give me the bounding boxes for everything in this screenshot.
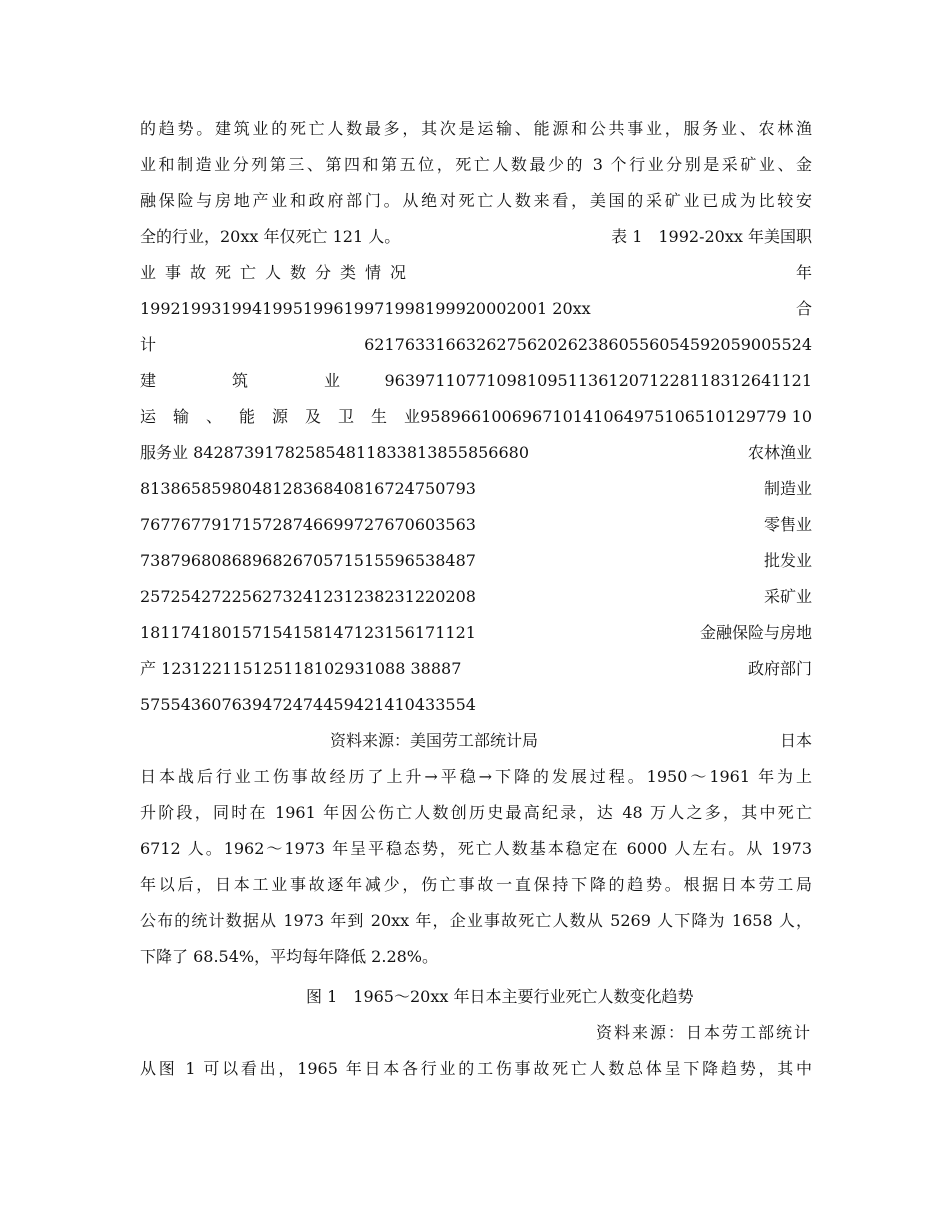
table-row: [140, 619, 812, 647]
table-cell: 筑: [231, 371, 248, 390]
table-cell: 958966100696710141064975106510129779 10: [420, 407, 812, 426]
table-row: [140, 403, 812, 431]
paragraph-line: 从图 1 可以看出，1965 年日本各行业的工伤事故死亡人数总体呈下降趋势，其中: [140, 1059, 812, 1078]
table-cell: 738796808689682670571515596538487: [140, 551, 476, 570]
table-cell: 卫: [338, 407, 355, 426]
table-header-cell: 合: [795, 299, 812, 318]
table-header-cell: 年: [795, 263, 812, 282]
table-row: [140, 475, 812, 503]
table-row-label: 批发业: [763, 551, 812, 570]
table-caption-line: [140, 259, 812, 287]
table-row-label: 采矿业: [763, 587, 812, 606]
table-row: [140, 547, 812, 575]
table-cell: 963971107710981095113612071228118312641121: [384, 371, 812, 390]
paragraph-line: 业和制造业分列第三、第四和第五位，死亡人数最少的 3 个行业分别是采矿业、金: [140, 155, 812, 174]
table-cell: 输: [173, 407, 190, 426]
table-cell: 服务业 842873917825854811833813855856680: [140, 443, 530, 462]
paragraph-line: 的趋势。建筑业的死亡人数最多，其次是运输、能源和公共事业，服务业、农林渔: [140, 119, 812, 138]
table-caption: 表 1 1992-20xx 年美国职: [611, 227, 812, 246]
table-row: [140, 331, 812, 359]
table-row: [140, 295, 812, 323]
table-cell: 能: [239, 407, 256, 426]
table-cell: 767767791715728746699727670603563: [140, 515, 476, 534]
table-row: [140, 583, 812, 611]
table-row: [140, 511, 812, 539]
table-row-label: 制造业: [763, 479, 812, 498]
paragraph-line: 升阶段，同时在 1961 年因公伤亡人数创历史最高纪录，达 48 万人之多，其中死亡: [140, 803, 812, 822]
table-cell: 计: [140, 335, 157, 354]
paragraph-line: 年以后，日本工业事故逐年减少，伤亡事故一直保持下降的趋势。根据日本劳工局: [140, 875, 812, 894]
table-row-label: 农林渔业: [747, 443, 812, 462]
source-line: [140, 727, 812, 755]
table-row-label: [140, 367, 340, 395]
table-row: [140, 367, 812, 395]
table-row-label: [140, 403, 420, 431]
table-row: 575543607639472474459421410433554: [140, 695, 476, 714]
table-cell: 业: [404, 407, 421, 426]
table-cell: 运: [140, 407, 157, 426]
figure-source: 资料来源：日本劳工部统计: [595, 1023, 812, 1042]
table-cell: 生: [371, 407, 388, 426]
paragraph-line: 融保险与房地产业和政府部门。从绝对死亡人数来看，美国的采矿业已成为比较安: [140, 191, 812, 210]
paragraph-line: [140, 223, 812, 251]
table-cell: 181174180157154158147123156171121: [140, 623, 476, 642]
paragraph-line: 下降了 68.54%，平均每年降低 2.28%。: [140, 947, 439, 966]
paragraph-line: 日本战后行业工伤事故经历了上升→平稳→下降的发展过程。1950～1961 年为上: [140, 767, 812, 786]
table-header-years: 1992199319941995199619971998199920002001 20xx: [140, 299, 591, 318]
paragraph-text: 全的行业，20xx 年仅死亡 121 人。: [140, 227, 401, 246]
table-row-label: 金融保险与房地: [699, 623, 812, 642]
table-row: [140, 439, 812, 467]
table-row-label: 零售业: [763, 515, 812, 534]
section-heading: 日本: [779, 731, 812, 750]
paragraph-line: 6712 人。1962～1973 年呈平稳态势，死亡人数基本稳定在 6000 人左右。从 1973: [140, 839, 812, 858]
paragraph-line: 公布的统计数据从 1973 年到 20xx 年，企业事故死亡人数从 5269 人下降为 1658 人，: [140, 911, 812, 930]
table-cell: 813865859804812836840816724750793: [140, 479, 476, 498]
table-cell: 建: [140, 371, 157, 390]
table-source: 资料来源：美国劳工部统计局: [330, 731, 539, 750]
table-cell: 业: [323, 371, 340, 390]
table-cell: 源: [272, 407, 289, 426]
table-cell: 257254272256273241231238231220208: [140, 587, 476, 606]
table-caption: 业事故死亡人数分类情况: [140, 263, 416, 282]
table-row: [140, 655, 812, 683]
table-cell: 产 123122115125118102931088 38887: [140, 659, 462, 678]
table-row-label: 政府部门: [747, 659, 812, 678]
table-cell: 62176331663262756202623860556054592059005524: [364, 335, 812, 354]
figure-caption: 图 1 1965～20xx 年日本主要行业死亡人数变化趋势: [306, 987, 694, 1006]
table-cell: 、: [206, 407, 223, 426]
table-cell: 及: [305, 407, 322, 426]
